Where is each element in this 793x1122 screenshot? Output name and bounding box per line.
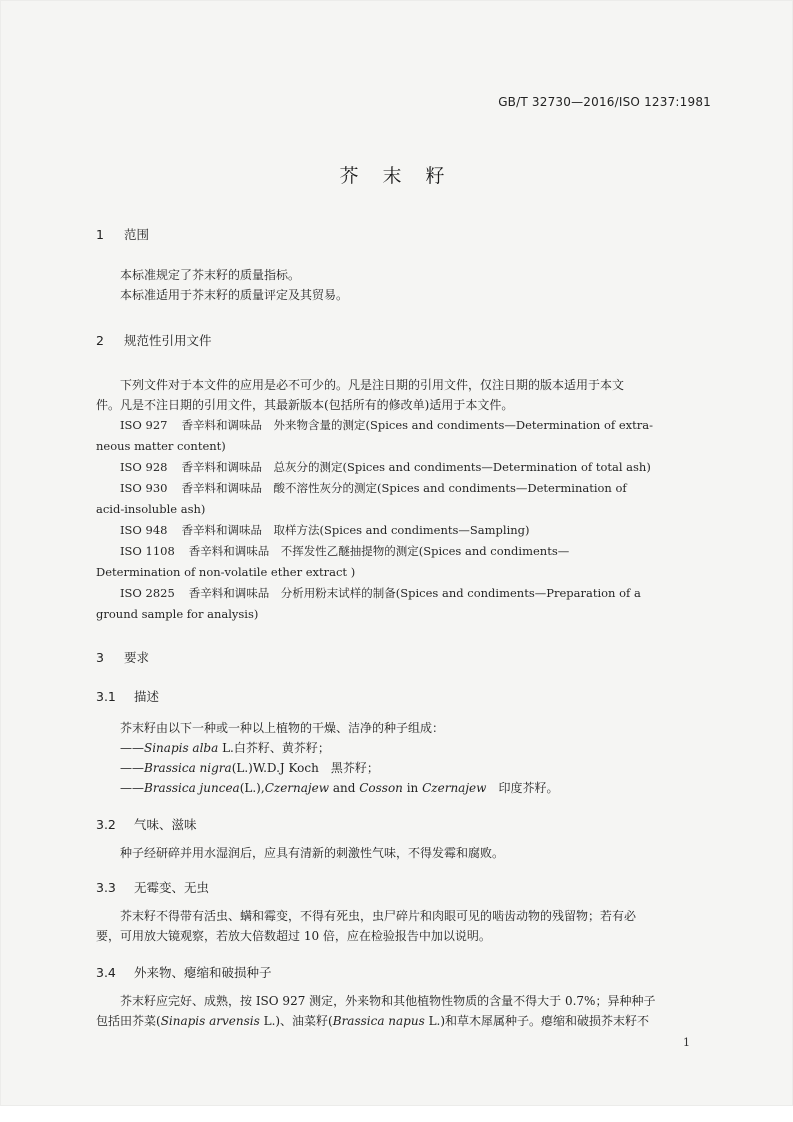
document-title: 芥 末 籽 — [339, 165, 454, 187]
subsection-3-2-body — [96, 843, 708, 863]
reference-en-title: (Spices and condiments—Determination of extra- — [365, 418, 653, 432]
reference-code: ISO 948 — [120, 523, 168, 537]
intro-line: 件。凡是不注日期的引用文件，其最新版本(包括所有的修改单)适用于本文件。 — [96, 398, 514, 412]
reference-en-title: (Spices and condiments—Preparation of a — [395, 586, 641, 600]
reference-cn-title: 香辛料和调味品 取样方法 — [181, 523, 320, 537]
reference-item — [96, 415, 708, 436]
reference-code: ISO 2825 — [120, 586, 175, 600]
reference-code: ISO 930 — [120, 481, 168, 495]
subsection-number: 3.4 — [96, 965, 116, 980]
reference-code: ISO 927 — [120, 418, 168, 432]
scope-paragraph-2: 本标准适用于芥末籽的质量评定及其贸易。 — [120, 288, 349, 302]
subsection-3-2-heading — [96, 815, 197, 833]
reference-cn-title: 香辛料和调味品 不挥发性乙醚抽提物的测定 — [188, 544, 419, 558]
reference-cn-title: 香辛料和调味品 酸不溶性灰分的测定 — [181, 481, 377, 495]
section-2-heading — [96, 331, 212, 349]
subsection-3-4-body — [96, 991, 708, 1031]
description-intro: 芥末籽由以下一种或一种以上植物的干燥、洁净的种子组成： — [120, 721, 445, 735]
reference-en-title: (Spices and condiments—Determination of total ash) — [342, 460, 651, 474]
section-number: 1 — [96, 227, 104, 242]
page-number: 1 — [683, 1036, 690, 1049]
reference-continuation: acid-insoluble ash) — [96, 502, 206, 516]
paragraph-line: 包括田芥菜(Sinapis arvensis L.)、油菜籽(Brassica napus L.)和草木犀属种子。瘪缩和破损芥末籽不 — [96, 1014, 650, 1028]
paragraph-line: 芥末籽应完好、成熟，按 ISO 927 测定，外来物和其他植物性物质的含量不得大于 0.7%；异种种子 — [120, 994, 656, 1008]
reference-en-title: (Spices and condiments—Determination of — [376, 481, 627, 495]
subsection-title: 外来物、瘪缩和破损种子 — [134, 965, 272, 980]
subsection-title: 描述 — [134, 689, 160, 704]
reference-continuation: neous matter content) — [96, 439, 226, 453]
reference-code: ISO 1108 — [120, 544, 175, 558]
odor-requirement: 种子经研碎并用水湿润后，应具有清新的刺激性气味，不得发霉和腐败。 — [120, 846, 505, 860]
section-3-heading — [96, 648, 149, 666]
subsection-3-1-body — [96, 718, 708, 798]
reference-cn-title: 香辛料和调味品 总灰分的测定 — [181, 460, 343, 474]
subsection-3-3-heading — [96, 878, 209, 896]
subsection-number: 3.1 — [96, 689, 116, 704]
paragraph-line: 要，可用放大镜观察，若放大倍数超过 10 倍，应在检验报告中加以说明。 — [96, 929, 491, 943]
section-1-body — [96, 265, 708, 305]
species-item: ——Brassica nigra(L.)W.D.J Koch 黑芥籽； — [120, 761, 379, 775]
subsection-number: 3.2 — [96, 817, 116, 832]
reference-item — [96, 520, 708, 541]
reference-item — [96, 457, 708, 478]
reference-en-title: (Spices and condiments— — [418, 544, 570, 558]
reference-code: ISO 928 — [120, 460, 168, 474]
subsection-number: 3.3 — [96, 880, 116, 895]
section-title: 要求 — [124, 650, 150, 665]
reference-cn-title: 香辛料和调味品 分析用粉末试样的制备 — [188, 586, 396, 600]
section-title: 范围 — [124, 227, 150, 242]
section-2-intro — [96, 375, 708, 415]
reference-continuation: Determination of non-volatile ether extract ) — [96, 565, 356, 579]
paragraph-line: 芥末籽不得带有活虫、螨和霉变，不得有死虫，虫尸碎片和肉眼可见的啮齿动物的残留物；若有必 — [120, 909, 637, 923]
subsection-3-4-heading — [96, 963, 272, 981]
subsection-title: 无霉变、无虫 — [134, 880, 210, 895]
section-number: 2 — [96, 333, 104, 348]
subsection-3-3-body — [96, 906, 708, 946]
reference-cn-title: 香辛料和调味品 外来物含量的测定 — [181, 418, 366, 432]
reference-en-title: (Spices and condiments—Sampling) — [319, 523, 530, 537]
reference-item — [96, 583, 708, 604]
reference-item — [96, 478, 708, 499]
reference-continuation: ground sample for analysis) — [96, 607, 259, 621]
section-1-heading — [96, 225, 149, 243]
species-item: ——Sinapis alba L.白芥籽、黄芥籽； — [120, 741, 330, 755]
species-item: ——Brassica juncea(L.),Czernajew and Cosson in Czernajew 印度芥籽。 — [120, 781, 559, 795]
scope-paragraph-1: 本标准规定了芥末籽的质量指标。 — [120, 268, 301, 282]
standard-code: GB/T 32730—2016/ISO 1237:1981 — [498, 95, 711, 109]
reference-item — [96, 541, 708, 562]
section-number: 3 — [96, 650, 104, 665]
intro-line: 下列文件对于本文件的应用是必不可少的。凡是注日期的引用文件，仅注日期的版本适用于本文 — [120, 378, 625, 392]
subsection-3-1-heading — [96, 687, 159, 705]
normative-references-list — [96, 415, 708, 625]
section-title: 规范性引用文件 — [124, 333, 212, 348]
subsection-title: 气味、滋味 — [134, 817, 197, 832]
